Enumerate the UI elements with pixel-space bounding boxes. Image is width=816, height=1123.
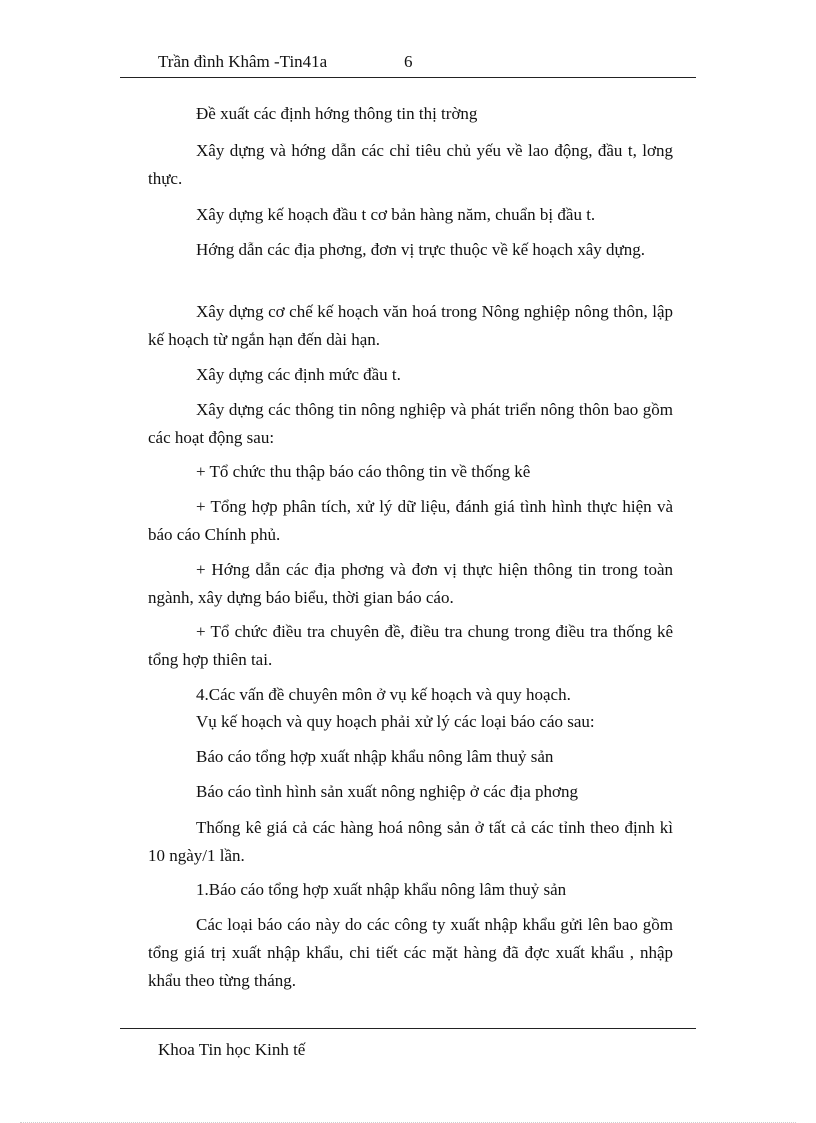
paragraph: + Tổ chức thu thập báo cáo thông tin về thống kê — [196, 462, 531, 481]
subsection-heading: 1.Báo cáo tổng hợp xuất nhập khẩu nông lâm thuỷ sản — [196, 880, 567, 899]
header-rule — [120, 77, 696, 78]
paragraph: Hớng dẫn các địa phơng, đơn vị trực thuộc về kế hoạch xây dựng. — [196, 240, 646, 259]
paragraph: Xây dựng các thông tin nông nghiệp và phát triển nông thôn bao gồm các hoạt động sau: — [148, 400, 673, 447]
paragraph: Các loại báo cáo này do các công ty xuất nhập khẩu gửi lên bao gồm tổng giá trị xuất nhập khẩu, chi tiết các mặt hàng đã đợc xuất khẩu , nhập khẩu theo từng tháng. — [148, 915, 673, 990]
footer-rule — [120, 1028, 696, 1029]
section-heading: 4.Các vấn đề chuyên môn ở vụ kế hoạch và quy hoạch. — [196, 685, 571, 704]
paragraph: Đề xuất các định hớng thông tin thị trờng — [196, 104, 478, 123]
paragraph: Vụ kế hoạch và quy hoạch phải xử lý các loại báo cáo sau: — [196, 712, 595, 731]
paragraph: + Tổng hợp phân tích, xử lý dữ liệu, đánh giá tình hình thực hiện và báo cáo Chính phủ. — [148, 497, 673, 544]
paragraph: + Tổ chức điều tra chuyên đề, điều tra chung trong điều tra thống kê tổng hợp thiên tai. — [148, 622, 673, 669]
page-header — [158, 52, 413, 72]
header-title: Trần đình Khâm -Tin41a — [158, 52, 328, 71]
paragraph: Xây dựng cơ chế kế hoạch văn hoá trong Nông nghiệp nông thôn, lập kế hoạch từ ngắn hạn đến dài hạn. — [148, 302, 673, 349]
page-footer: Khoa Tin học Kinh tế — [158, 1040, 306, 1059]
paragraph: Báo cáo tổng hợp xuất nhập khẩu nông lâm thuỷ sản — [196, 747, 554, 766]
paragraph: Xây dựng kế hoạch đầu t cơ bản hàng năm, chuẩn bị đầu t. — [196, 205, 596, 224]
paragraph: + Hớng dẫn các địa phơng và đơn vị thực hiện thông tin trong toàn ngành, xây dựng báo biểu, thời gian báo cáo. — [148, 560, 673, 607]
paragraph: Báo cáo tình hình sản xuất nông nghiệp ở các địa phơng — [196, 782, 578, 801]
paragraph: Xây dựng các định mức đầu t. — [196, 365, 401, 384]
page-number: 6 — [404, 52, 413, 71]
paragraph: Thống kê giá cả các hàng hoá nông sản ở tất cả các tỉnh theo định kì 10 ngày/1 lần. — [148, 818, 673, 865]
paragraph: Xây dựng và hớng dẫn các chỉ tiêu chủ yếu về lao động, đầu t, lơng thực. — [148, 141, 673, 188]
